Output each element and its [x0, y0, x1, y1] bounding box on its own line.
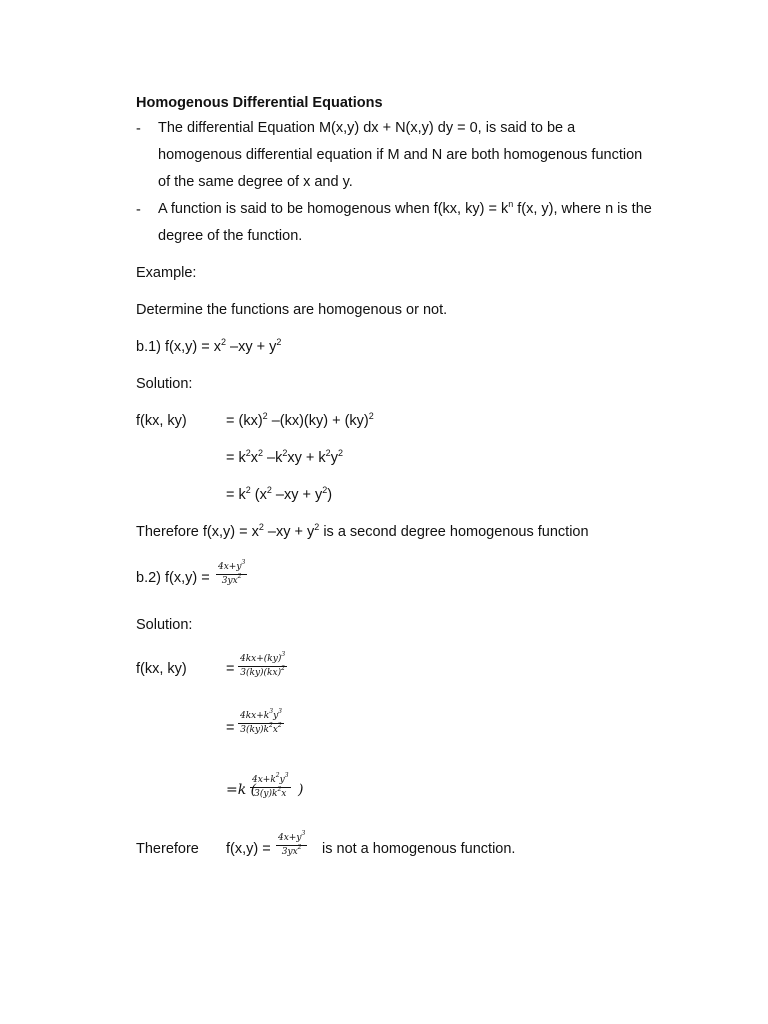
b2-step3-prefix: =k ( [226, 782, 257, 798]
bullet1-line1: The differential Equation M(x,y) dx + N(x,y) dy = 0, is said to be a [158, 120, 576, 136]
bullet1-line2: homogenous differential equation if M and N are both homogenous function [158, 147, 643, 163]
fraction-numerator: $4x+y^3$ [278, 830, 306, 843]
b1-step1: = (kx)$^2$ –(kx)(ky) + (ky)$^2$ [226, 411, 374, 429]
fraction-denominator: $3(y)k^2x$ [254, 786, 287, 799]
fraction-numerator: $4x+k^2y^3$ [252, 772, 289, 785]
b2-step1-fraction [238, 651, 287, 678]
b1-step2: = $k^2x^2$ $-k^2xy + k^2y^2$ [226, 448, 343, 466]
bullet2-line1: A function is said to be homogenous when f(kx, $ky) = k^n$ f(x, y), where n is the [158, 199, 652, 217]
b2-question-fraction [216, 559, 247, 586]
b1-solution-label: Solution: [136, 376, 193, 392]
b2-solution-label: Solution: [136, 617, 193, 633]
fraction-denominator: $3yx^2$ [281, 844, 302, 857]
b2-lhs: f(kx, ky) [136, 661, 187, 677]
b2-conclusion-lhs: f(x,y) = [226, 841, 271, 857]
fraction-denominator: 3(ky)(kx)$^2$ [240, 665, 285, 678]
example-label: Example: [136, 265, 197, 281]
bullet-dash: - [136, 202, 141, 218]
b2-conclusion-rhs: is not a homogenous function. [322, 841, 516, 857]
b1-step3: = $k^2$ ($x^2$ $-xy + y^2$) [226, 485, 333, 503]
bullet2-line2: degree of the function. [158, 228, 303, 244]
fraction-denominator: $3(ky)k^2x^2$ [240, 722, 282, 735]
bullet-dash: - [136, 121, 141, 137]
b2-question-label: b.2) f(x,y) = [136, 570, 210, 586]
bullet1-line3: of the same degree of x and y. [158, 174, 353, 190]
b1-conclusion: Therefore $f(x,y) = x^2$ $-xy + y^2$ is a second degree homogenous function [136, 522, 589, 540]
b2-step2-equals: = [226, 720, 235, 736]
b2-step1-equals: = [226, 661, 235, 677]
section-title: Homogenous Differential Equations [136, 95, 383, 111]
b1-question: b.1) $f(x,y) = x^2$ $-xy + y^2$ [136, 337, 282, 355]
b2-step2-fraction [238, 708, 284, 735]
instruction-text: Determine the functions are homogenous or not. [136, 302, 448, 318]
b2-conclusion-fraction [276, 830, 307, 857]
b1-lhs: f(kx, ky) [136, 413, 187, 429]
b2-step3-suffix: ) [298, 782, 304, 798]
fraction-numerator: $4kx+k^3y^3$ [240, 708, 282, 721]
fraction-numerator: 4kx+(ky)$^3$ [240, 651, 286, 664]
b2-step3-fraction [250, 772, 291, 799]
b2-conclusion-label: Therefore [136, 841, 199, 857]
fraction-numerator: $4x+y^3$ [218, 559, 246, 572]
fraction-denominator: $3yx^2$ [221, 573, 242, 586]
